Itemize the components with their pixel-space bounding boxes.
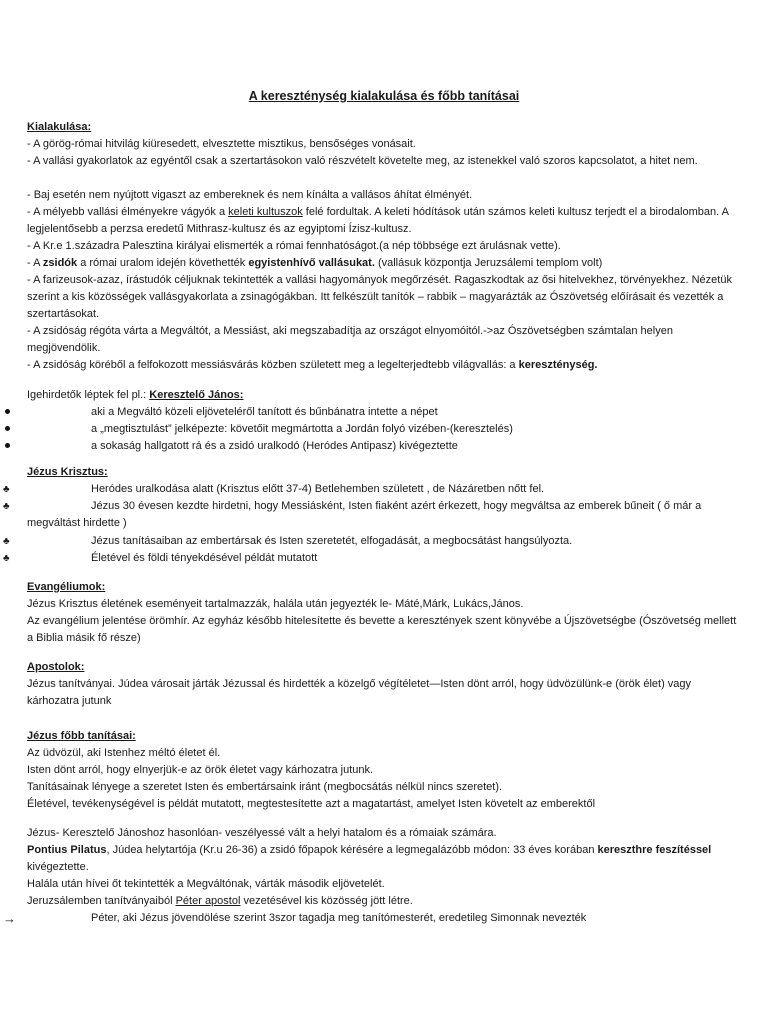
bullet-dot-icon bbox=[3, 438, 17, 455]
text-line: Jeruzsálemben tanítványaiból Péter apostol vezetésével kis közösség jött létre. bbox=[27, 895, 413, 907]
heading-jezus-fobb-tanitasai: Jézus főbb tanításai: bbox=[27, 730, 136, 742]
text-line: Jézus- Keresztelő Jánoshoz hasonlóan- veszélyessé vált a helyi hatalom és a rómaiak számára. bbox=[27, 827, 497, 839]
club-bullet-icon bbox=[3, 550, 17, 567]
text-line: Tanításainak lényege a szeretet Isten és embertársaink iránt (megbocsátás nélkül nincs szeretet). bbox=[27, 781, 503, 793]
document-page: A kereszténység kialakulása és főbb tanításai Kialakulása: - A görög-római hitvilág kiüresedett, elvesztette misztikus, bensőséges vonásait. - A vallási gyakorlatok az egyéntől csak a szertartásokon való részvételt követelte meg, az istenekkel való szoros kapcsolatot, a hitet nem. - Baj esetén nem nyújtott vigaszt az embereknek és nem kínálta a vallásos áhítat élményét. - A mélyebb vallási élményekre vágyók a keleti kultuszok felé fordultak. A keleti hódítások után számos keleti kultusz terjedt el a birodalomban. A legjelentősebb a perzsa eredetű Mithrasz-kultusz és az egyiptomi Ízisz-kultusz. - A Kr.e 1.századra Palesztina királyai elismerték a római fennhatóságot.(a nép többsége ezt árulásnak vette). - A zsidók a római uralom idején követhették egyistenhívő vallásukat. (vallásuk központja Jeruzsálemi templom volt) - A farizeusok-azaz, írástudók céljuknak tekintették a vallási hagyományok megőrzését. Ragaszkodtak az ősi hitelvekhez, törvényekhez. Nézetük szerint a kis közösségek vallásgyakorlata a zsinagógákban. Itt felkészült tanítók – rabbik – magyarázták az Ószövetség előírásait és vezették a szertartásokat. - A zsidóság régóta várta a Megváltót, a Messiást, aki megszabadítja az országot elnyomóitól.->az Ószövetségben számtalan helyen megjövendölik. - A zsidóság köréből a felfokozott messiásvárás közben született meg a legelterjedtebb világvallás: a kereszténység. Igehirdetők léptek fel pl.: Keresztelő János: aki a Megváltó közeli eljöveteléről tanított és bűnbánatra intette a népet a „megtisztulást” jelképezte: követőit megmártotta a Jordán folyó vizében-(keresztelés) a sokaság hallgatott rá és a zsidó uralkodó (Heródes Antipasz) kivégeztette Jézus Krisztus: ♣ Heródes uralkodása alatt (Krisztus előtt 37-4) Betlehemben született , de Názáretben nőtt fel. ♣ Jézus 30 évesen kezdte hirdetni, hogy Messiásként, Isten fiaként azért érkezett, hogy megváltsa az emberek bűneit ( ő már a megváltást hirdette ) ♣ Jézus tanításaiban az embertársak és Isten szeretetét, elfogadását, a megbocsátást hangsúlyozta. ♣ Életével és földi tényekdésével példát mutatott Evangéliumok: Jézus Krisztus életének eseményeit tartalmazzák, halála után jegyezték le- Máté,Márk, Lukács,János. Az evangélium jelentése örömhír. Az egyház később hitelesítette és bevette a keresztények szent könyvébe a Újszövetségbe (Ószövetség mellett a Biblia másik fő része) Apostolok: Jézus tanítványai. Júdea városait járták Jézussal és hirdették a közelgő végítéletet—Isten dönt arról, hogy üdvözülünk-e (örök élet) vagy kárhozatra jutunk Jézus főbb tanításai: Az üdvözül, aki Istenhez méltó életet él. Isten dönt arról, hogy elnyerjük-e az örök életet vagy kárhozatra jutunk. Tanításainak lényege a szeretet Isten és embertársaink iránt (megbocsátás nélkül nincs szeretet). Életével, tevékenységével is példát mutatott, megtestesítette azt a magatartást, amelyet Isten követelt az emberektől Jézus- Keresztelő Jánoshoz hasonlóan- veszélyessé vált a helyi hatalom és a rómaiak számára. Pontius Pilatus, Júdea helytartója (Kr.u 26-36) a zsidó főpapok kérésére a legmegalázóbb módon: 33 éves korában kereszthre feszítéssel kivégeztette. Halála után hívei őt tekintették a Megváltónak, várták második eljövetelét. Jeruzsálemben tanítványaiból Péter apostol vezetésével kis közösség jött létre. → Péter, aki Jézus jövendölése szerint 3szor tagadja meg tanítómesterét, eredetileg Simonnak nevezték bbox=[0, 0, 768, 1024]
text-line: - Baj esetén nem nyújtott vigaszt az embereknek és nem kínálta a vallásos áhítat élményét. bbox=[27, 189, 473, 201]
text-line: - A mélyebb vallási élményekre vágyók a keleti kultuszok felé fordultak. A keleti hódítások után számos keleti kultusz terjedt el a birodalomban. A legjelentősebb a perzsa eredetű Mithrasz-kultusz és az egyiptomi Ízisz-kultusz. bbox=[27, 206, 729, 235]
text-line: Az üdvözül, aki Istenhez méltó életet él. bbox=[27, 747, 221, 759]
text-line: - A görög-római hitvilág kiüresedett, elvesztette misztikus, bensőséges vonásait. bbox=[27, 138, 416, 150]
bullet-dot-icon bbox=[3, 421, 17, 438]
text-line: - A vallási gyakorlatok az egyéntől csak a szertartásokon való részvételt követelte meg, az istenekkel való szoros kapcsolatot, a hitet nem. bbox=[27, 155, 698, 167]
keleti-kultuszok-link-text: keleti kultuszok bbox=[228, 206, 303, 218]
club-bullet-icon bbox=[3, 533, 17, 550]
text-line: Isten dönt arról, hogy elnyerjük-e az örök életet vagy kárhozatra jutunk. bbox=[27, 764, 374, 776]
text-line: Életével, tevékenységével is példát mutatott, megtestesítette azt a magatartást, amelyet Isten követelt az emberektől bbox=[27, 798, 596, 810]
text-line: Jézus Krisztus életének eseményeit tartalmazzák, halála után jegyezték le- Máté,Márk, Lukács,János. bbox=[27, 598, 524, 610]
text-line: - A Kr.e 1.századra Palesztina királyai elismerték a római fennhatóságot.(a nép többsége ezt árulásnak vette). bbox=[27, 240, 561, 252]
text-line: Az evangélium jelentése örömhír. Az egyház később hitelesítette és bevette a keresztények szent könyvébe a Újszövetségbe (Ószövetség mellett a Biblia másik fő része) bbox=[27, 615, 737, 644]
text-line: - A zsidók a római uralom idején követhették egyistenhívő vallásukat. (vallásuk központja Jeruzsálemi templom volt) bbox=[27, 257, 603, 269]
text-line: Jézus tanítványai. Júdea városait járták Jézussal és hirdették a közelgő végítéletet—Isten dönt arról, hogy üdvözülünk-e (örök élet) vagy kárhozatra jutunk bbox=[27, 678, 692, 707]
keresztelo-janos-heading: Keresztelő János: bbox=[149, 389, 244, 401]
text-line: Halála után hívei őt tekintették a Megváltónak, várták második eljövetelét. bbox=[27, 878, 385, 890]
text-line: - A zsidóság régóta várta a Megváltót, a Messiást, aki megszabadítja az országot elnyomóitól.->az Ószövetségben számtalan helyen megjövendölik. bbox=[27, 325, 673, 354]
arrow-right-icon bbox=[3, 910, 17, 929]
heading-apostolok: Apostolok: bbox=[27, 661, 85, 673]
heading-kialakulasa: Kialakulása: bbox=[27, 121, 92, 133]
club-bullet-icon bbox=[3, 498, 17, 515]
text-line: Pontius Pilatus, Júdea helytartója (Kr.u 26-36) a zsidó főpapok kérésére a legmegalázóbb módon: 33 éves korában kereszthre feszítéssel kivégeztette. bbox=[27, 844, 712, 873]
heading-evangeliumok: Evangéliumok: bbox=[27, 581, 106, 593]
bullet-dot-icon bbox=[3, 404, 17, 421]
document-title: A kereszténység kialakulása és főbb tanításai bbox=[248, 89, 520, 103]
club-bullet-icon bbox=[3, 481, 17, 498]
text-line: Igehirdetők léptek fel pl.: Keresztelő János: bbox=[27, 389, 244, 401]
text-line: - A farizeusok-azaz, írástudók céljuknak tekintették a vallási hagyományok megőrzését. Ragaszkodtak az ősi hitelvekhez, törvényekhez. Nézetük szerint a kis közösségek vallásgyakorlata a zsinagógákban. Itt felkészült tanítók – rabbik – magyarázták az Ószövetség előírásait és vezették a szertartásokat. bbox=[27, 274, 732, 320]
heading-jezus-krisztus: Jézus Krisztus: bbox=[27, 466, 108, 478]
text-line: - A zsidóság köréből a felfokozott messiásvárás közben született meg a legelterjedtebb világvallás: a kereszténység. bbox=[27, 359, 598, 371]
